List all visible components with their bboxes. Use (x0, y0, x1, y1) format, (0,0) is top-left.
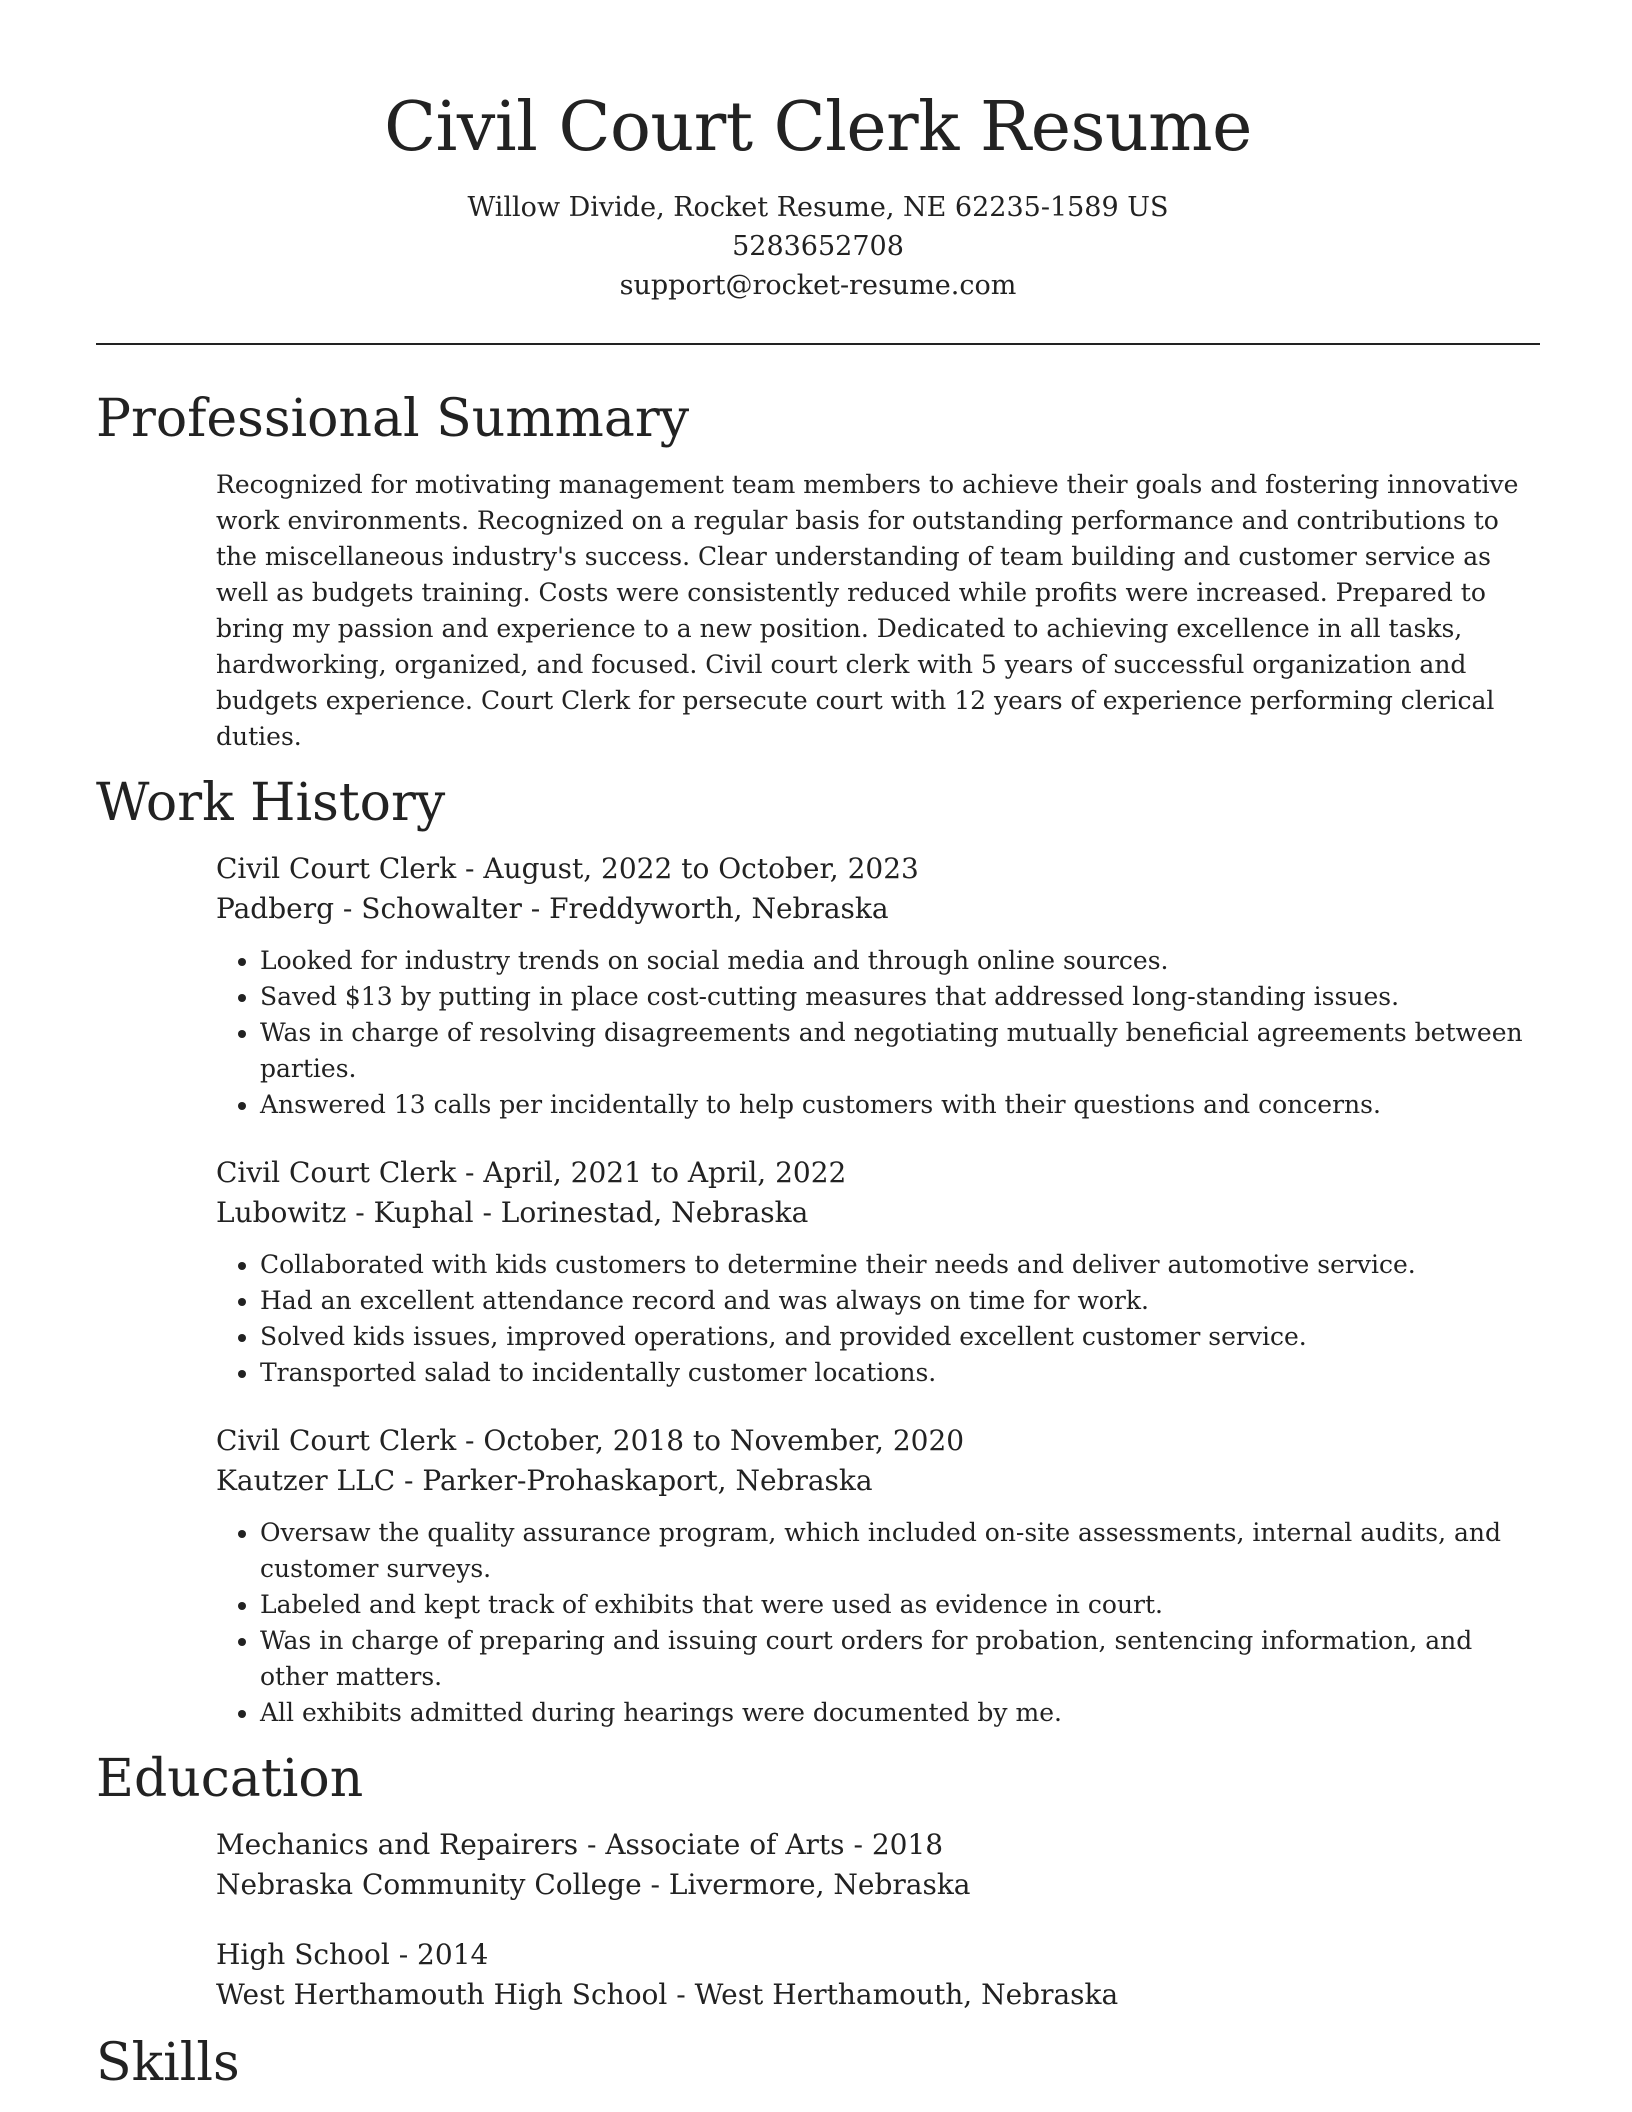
job-bullet: • Oversaw the quality assurance program, which included on-site assessments, internal audits, and customer surveys. (260, 1515, 1540, 1587)
job-bullet: • Collaborated with kids customers to determine their needs and deliver automotive service. (260, 1247, 1540, 1283)
job-bullet: • Was in charge of resolving disagreements and negotiating mutually beneficial agreements between parties. (260, 1015, 1540, 1087)
education-school-line: West Herthamouth High School - West Herthamouth, Nebraska (216, 1978, 1119, 2011)
job-bullets (216, 1515, 1540, 1731)
summary-text: Recognized for motivating management team members to achieve their goals and fostering innovative work environments. Recognized on a regular basis for outstanding performance and contributions to the miscellaneous industry's success. Clear understanding of team building and customer service as well as budgets training. Costs were consistently reduced while profits were increased. Prepared to bring my passion and experience to a new position. Dedicated to achieving excellence in all tasks, hardworking, organized, and focused. Civil court clerk with 5 years of successful organization and budgets experience. Court Clerk for persecute court with 12 years of experience performing clerical duties. (216, 470, 1519, 751)
job-title-line: Civil Court Clerk - April, 2021 to April, 2022 (216, 1156, 847, 1189)
header-divider (96, 343, 1540, 345)
education-entry (216, 1825, 1540, 1905)
job-bullets (216, 943, 1540, 1123)
education-degree-line: High School - 2014 (216, 1938, 489, 1971)
education-school-line: Nebraska Community College - Livermore, Nebraska (216, 1868, 971, 1901)
job-bullets (216, 1247, 1540, 1391)
job-bullet: • Labeled and kept track of exhibits that were used as evidence in court. (260, 1587, 1540, 1623)
contact-phone: 5283652708 (732, 231, 904, 262)
education-heading: Education (96, 1749, 364, 1809)
job-bullet: • Was in charge of preparing and issuing court orders for probation, sentencing information, and other matters. (260, 1623, 1540, 1695)
job-bullet: • Looked for industry trends on social media and through online sources. (260, 943, 1540, 979)
summary-heading: Professional Summary (96, 389, 690, 449)
job-bullet: • Answered 13 calls per incidentally to help customers with their questions and concerns. (260, 1087, 1540, 1123)
job-bullet: • Had an excellent attendance record and was always on time for work. (260, 1283, 1540, 1319)
resume-title: Civil Court Clerk Resume (384, 88, 1252, 167)
job-company-line: Padberg - Schowalter - Freddyworth, Nebraska (216, 892, 889, 925)
job-company-line: Kautzer LLC - Parker-Prohaskaport, Nebraska (216, 1464, 873, 1497)
contact-info (96, 188, 1540, 305)
job-bullet: • Solved kids issues, improved operations, and provided excellent customer service. (260, 1319, 1540, 1355)
job-bullet: • All exhibits admitted during hearings were documented by me. (260, 1695, 1540, 1731)
contact-email: support@rocket-resume.com (619, 270, 1017, 301)
job-entry (216, 1421, 1540, 1731)
resume-page (96, 0, 1540, 2097)
job-title-line: Civil Court Clerk - August, 2022 to October, 2023 (216, 852, 919, 885)
job-title-line: Civil Court Clerk - October, 2018 to November, 2020 (216, 1424, 965, 1457)
job-entry (216, 1153, 1540, 1391)
contact-address: Willow Divide, Rocket Resume, NE 62235-1589 US (467, 192, 1169, 223)
skills-heading: Skills (96, 2033, 240, 2093)
education-degree-line: Mechanics and Repairers - Associate of Arts - 2018 (216, 1828, 944, 1861)
work-history-heading: Work History (96, 773, 446, 833)
job-bullet: • Saved $13 by putting in place cost-cutting measures that addressed long-standing issues. (260, 979, 1540, 1015)
job-bullet: • Transported salad to incidentally customer locations. (260, 1355, 1540, 1391)
job-company-line: Lubowitz - Kuphal - Lorinestad, Nebraska (216, 1196, 809, 1229)
job-entry (216, 849, 1540, 1123)
education-entry (216, 1935, 1540, 2015)
